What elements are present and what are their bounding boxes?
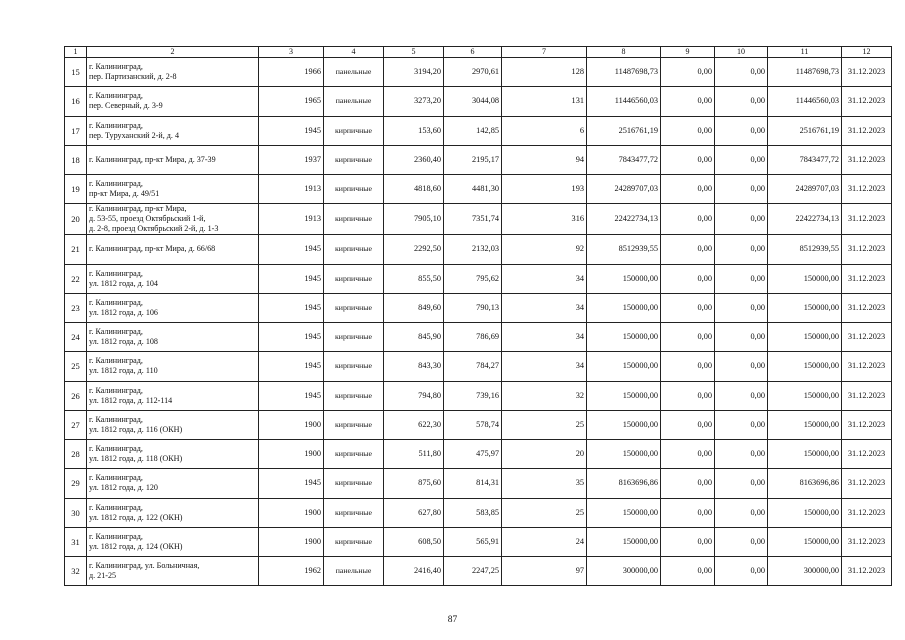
fund-cell: 0,00 [661, 527, 715, 556]
fund-cell: 0,00 [661, 235, 715, 264]
material-cell: кирпичные [324, 145, 384, 174]
fund-cell: 0,00 [661, 264, 715, 293]
address-cell: г. Калининград, ул. 1812 года, д. 104 [87, 264, 259, 293]
total-area-cell: 845,90 [384, 323, 444, 352]
address-cell: г. Калининград, пер. Партизанский, д. 2-8 [87, 58, 259, 87]
material-cell: панельные [324, 557, 384, 586]
cost-cell: 150000,00 [587, 381, 661, 410]
column-header: 11 [768, 47, 842, 58]
other-cell: 0,00 [715, 145, 768, 174]
residents-cell: 20 [502, 440, 587, 469]
total-cost-cell: 8163696,86 [768, 469, 842, 498]
data-table [64, 46, 892, 586]
residents-cell: 35 [502, 469, 587, 498]
cost-cell: 11446560,03 [587, 87, 661, 116]
residents-cell: 34 [502, 264, 587, 293]
total-area-cell: 2360,40 [384, 145, 444, 174]
living-area-cell: 142,85 [444, 116, 502, 145]
living-area-cell: 814,31 [444, 469, 502, 498]
address-cell: г. Калининград, пр-кт Мира, д. 37-39 [87, 145, 259, 174]
deadline-cell: 31.12.2023 [842, 557, 892, 586]
other-cell: 0,00 [715, 469, 768, 498]
column-header: 3 [259, 47, 324, 58]
other-cell: 0,00 [715, 175, 768, 204]
table-body [65, 58, 892, 586]
deadline-cell: 31.12.2023 [842, 469, 892, 498]
material-cell: кирпичные [324, 469, 384, 498]
other-cell: 0,00 [715, 323, 768, 352]
row-number: 21 [65, 235, 87, 264]
table-row [65, 352, 892, 381]
total-cost-cell: 2516761,19 [768, 116, 842, 145]
material-cell: панельные [324, 87, 384, 116]
total-area-cell: 843,30 [384, 352, 444, 381]
column-header: 5 [384, 47, 444, 58]
address-cell: г. Калининград, пер. Туруханский 2-й, д. 4 [87, 116, 259, 145]
other-cell: 0,00 [715, 381, 768, 410]
address-cell: г. Калининград, ул. 1812 года, д. 110 [87, 352, 259, 381]
address-cell: г. Калининград, пр-кт Мира, д. 49/51 [87, 175, 259, 204]
address-cell: г. Калининград, пер. Северный, д. 3-9 [87, 87, 259, 116]
residents-cell: 97 [502, 557, 587, 586]
material-cell: панельные [324, 58, 384, 87]
table-row [65, 264, 892, 293]
total-cost-cell: 150000,00 [768, 527, 842, 556]
total-cost-cell: 150000,00 [768, 264, 842, 293]
material-cell: кирпичные [324, 235, 384, 264]
deadline-cell: 31.12.2023 [842, 175, 892, 204]
table-row [65, 381, 892, 410]
year-cell: 1900 [259, 498, 324, 527]
residents-cell: 316 [502, 204, 587, 235]
table-row [65, 175, 892, 204]
total-area-cell: 7905,10 [384, 204, 444, 235]
row-number: 18 [65, 145, 87, 174]
table-row [65, 116, 892, 145]
deadline-cell: 31.12.2023 [842, 381, 892, 410]
table-row [65, 440, 892, 469]
living-area-cell: 790,13 [444, 293, 502, 322]
address-cell: г. Калининград, ул. 1812 года, д. 108 [87, 323, 259, 352]
residents-cell: 34 [502, 293, 587, 322]
row-number: 25 [65, 352, 87, 381]
fund-cell: 0,00 [661, 440, 715, 469]
table-row [65, 235, 892, 264]
deadline-cell: 31.12.2023 [842, 293, 892, 322]
residents-cell: 25 [502, 498, 587, 527]
cost-cell: 300000,00 [587, 557, 661, 586]
year-cell: 1913 [259, 204, 324, 235]
cost-cell: 22422734,13 [587, 204, 661, 235]
material-cell: кирпичные [324, 410, 384, 439]
residents-cell: 25 [502, 410, 587, 439]
deadline-cell: 31.12.2023 [842, 204, 892, 235]
other-cell: 0,00 [715, 116, 768, 145]
total-area-cell: 849,60 [384, 293, 444, 322]
total-cost-cell: 150000,00 [768, 440, 842, 469]
fund-cell: 0,00 [661, 87, 715, 116]
row-number: 16 [65, 87, 87, 116]
material-cell: кирпичные [324, 116, 384, 145]
page-number: 87 [447, 615, 458, 625]
address-cell: г. Калининград, ул. 1812 года, д. 118 (ОКН) [87, 440, 259, 469]
address-cell: г. Калининград, ул. 1812 года, д. 124 (ОКН) [87, 527, 259, 556]
total-cost-cell: 150000,00 [768, 498, 842, 527]
cost-cell: 150000,00 [587, 440, 661, 469]
material-cell: кирпичные [324, 352, 384, 381]
total-cost-cell: 24289707,03 [768, 175, 842, 204]
other-cell: 0,00 [715, 58, 768, 87]
other-cell: 0,00 [715, 352, 768, 381]
fund-cell: 0,00 [661, 204, 715, 235]
deadline-cell: 31.12.2023 [842, 235, 892, 264]
address-cell: г. Калининград, пр-кт Мира, д. 53-55, проезд Октябрьский 1-й, д. 2-8, проезд Октябрьский 2-й, д. 1-3 [87, 204, 259, 235]
total-cost-cell: 150000,00 [768, 293, 842, 322]
year-cell: 1945 [259, 116, 324, 145]
row-number: 31 [65, 527, 87, 556]
residents-cell: 131 [502, 87, 587, 116]
row-number: 17 [65, 116, 87, 145]
total-area-cell: 855,50 [384, 264, 444, 293]
row-number: 23 [65, 293, 87, 322]
deadline-cell: 31.12.2023 [842, 116, 892, 145]
year-cell: 1962 [259, 557, 324, 586]
row-number: 30 [65, 498, 87, 527]
row-number: 22 [65, 264, 87, 293]
fund-cell: 0,00 [661, 116, 715, 145]
fund-cell: 0,00 [661, 410, 715, 439]
living-area-cell: 583,85 [444, 498, 502, 527]
material-cell: кирпичные [324, 498, 384, 527]
cost-cell: 8163696,86 [587, 469, 661, 498]
residents-cell: 92 [502, 235, 587, 264]
living-area-cell: 2132,03 [444, 235, 502, 264]
address-cell: г. Калининград, ул. 1812 года, д. 106 [87, 293, 259, 322]
material-cell: кирпичные [324, 293, 384, 322]
year-cell: 1945 [259, 264, 324, 293]
other-cell: 0,00 [715, 204, 768, 235]
table-row [65, 498, 892, 527]
row-number: 32 [65, 557, 87, 586]
address-cell: г. Калининград, ул. 1812 года, д. 120 [87, 469, 259, 498]
total-cost-cell: 150000,00 [768, 352, 842, 381]
total-area-cell: 2292,50 [384, 235, 444, 264]
total-area-cell: 794,80 [384, 381, 444, 410]
table-row [65, 204, 892, 235]
living-area-cell: 739,16 [444, 381, 502, 410]
column-header: 12 [842, 47, 892, 58]
deadline-cell: 31.12.2023 [842, 87, 892, 116]
table-row [65, 527, 892, 556]
year-cell: 1945 [259, 469, 324, 498]
material-cell: кирпичные [324, 527, 384, 556]
total-area-cell: 153,60 [384, 116, 444, 145]
deadline-cell: 31.12.2023 [842, 323, 892, 352]
cost-cell: 2516761,19 [587, 116, 661, 145]
living-area-cell: 786,69 [444, 323, 502, 352]
living-area-cell: 7351,74 [444, 204, 502, 235]
cost-cell: 7843477,72 [587, 145, 661, 174]
material-cell: кирпичные [324, 204, 384, 235]
total-area-cell: 875,60 [384, 469, 444, 498]
total-cost-cell: 150000,00 [768, 381, 842, 410]
fund-cell: 0,00 [661, 352, 715, 381]
table-row [65, 469, 892, 498]
material-cell: кирпичные [324, 323, 384, 352]
total-cost-cell: 22422734,13 [768, 204, 842, 235]
material-cell: кирпичные [324, 175, 384, 204]
residents-cell: 32 [502, 381, 587, 410]
cost-cell: 150000,00 [587, 498, 661, 527]
row-number: 24 [65, 323, 87, 352]
residents-cell: 34 [502, 352, 587, 381]
column-header: 1 [65, 47, 87, 58]
address-cell: г. Калининград, ул. 1812 года, д. 116 (ОКН) [87, 410, 259, 439]
year-cell: 1937 [259, 145, 324, 174]
other-cell: 0,00 [715, 87, 768, 116]
table-row [65, 58, 892, 87]
total-area-cell: 3273,20 [384, 87, 444, 116]
other-cell: 0,00 [715, 264, 768, 293]
total-area-cell: 608,50 [384, 527, 444, 556]
material-cell: кирпичные [324, 440, 384, 469]
year-cell: 1945 [259, 352, 324, 381]
address-cell: г. Калининград, пр-кт Мира, д. 66/68 [87, 235, 259, 264]
year-cell: 1945 [259, 235, 324, 264]
total-cost-cell: 150000,00 [768, 323, 842, 352]
total-cost-cell: 8512939,55 [768, 235, 842, 264]
year-cell: 1900 [259, 440, 324, 469]
fund-cell: 0,00 [661, 58, 715, 87]
column-header: 9 [661, 47, 715, 58]
row-number: 26 [65, 381, 87, 410]
fund-cell: 0,00 [661, 498, 715, 527]
living-area-cell: 2970,61 [444, 58, 502, 87]
cost-cell: 150000,00 [587, 527, 661, 556]
deadline-cell: 31.12.2023 [842, 264, 892, 293]
deadline-cell: 31.12.2023 [842, 352, 892, 381]
residents-cell: 24 [502, 527, 587, 556]
table-header [65, 47, 892, 58]
living-area-cell: 2195,17 [444, 145, 502, 174]
column-header: 10 [715, 47, 768, 58]
residents-cell: 128 [502, 58, 587, 87]
fund-cell: 0,00 [661, 293, 715, 322]
living-area-cell: 2247,25 [444, 557, 502, 586]
total-cost-cell: 11446560,03 [768, 87, 842, 116]
row-number: 28 [65, 440, 87, 469]
table-row [65, 87, 892, 116]
table-row [65, 557, 892, 586]
year-cell: 1945 [259, 381, 324, 410]
living-area-cell: 4481,30 [444, 175, 502, 204]
year-cell: 1900 [259, 410, 324, 439]
total-cost-cell: 7843477,72 [768, 145, 842, 174]
fund-cell: 0,00 [661, 175, 715, 204]
other-cell: 0,00 [715, 557, 768, 586]
address-cell: г. Калининград, ул. 1812 года, д. 122 (ОКН) [87, 498, 259, 527]
cost-cell: 150000,00 [587, 410, 661, 439]
year-cell: 1945 [259, 323, 324, 352]
other-cell: 0,00 [715, 440, 768, 469]
deadline-cell: 31.12.2023 [842, 410, 892, 439]
residents-cell: 94 [502, 145, 587, 174]
deadline-cell: 31.12.2023 [842, 58, 892, 87]
table-row [65, 323, 892, 352]
deadline-cell: 31.12.2023 [842, 498, 892, 527]
other-cell: 0,00 [715, 293, 768, 322]
other-cell: 0,00 [715, 527, 768, 556]
header-row [65, 47, 892, 58]
deadline-cell: 31.12.2023 [842, 527, 892, 556]
year-cell: 1945 [259, 293, 324, 322]
fund-cell: 0,00 [661, 469, 715, 498]
material-cell: кирпичные [324, 264, 384, 293]
material-cell: кирпичные [324, 381, 384, 410]
table-row [65, 410, 892, 439]
total-cost-cell: 300000,00 [768, 557, 842, 586]
other-cell: 0,00 [715, 410, 768, 439]
fund-cell: 0,00 [661, 323, 715, 352]
living-area-cell: 475,97 [444, 440, 502, 469]
deadline-cell: 31.12.2023 [842, 440, 892, 469]
row-number: 29 [65, 469, 87, 498]
living-area-cell: 565,91 [444, 527, 502, 556]
table-row [65, 293, 892, 322]
total-area-cell: 622,30 [384, 410, 444, 439]
total-cost-cell: 11487698,73 [768, 58, 842, 87]
row-number: 20 [65, 204, 87, 235]
year-cell: 1965 [259, 87, 324, 116]
other-cell: 0,00 [715, 235, 768, 264]
address-cell: г. Калининград, ул. Больничная, д. 21-25 [87, 557, 259, 586]
year-cell: 1900 [259, 527, 324, 556]
address-cell: г. Калининград, ул. 1812 года, д. 112-114 [87, 381, 259, 410]
residents-cell: 193 [502, 175, 587, 204]
residents-cell: 6 [502, 116, 587, 145]
column-header: 2 [87, 47, 259, 58]
living-area-cell: 784,27 [444, 352, 502, 381]
cost-cell: 8512939,55 [587, 235, 661, 264]
row-number: 15 [65, 58, 87, 87]
total-cost-cell: 150000,00 [768, 410, 842, 439]
row-number: 27 [65, 410, 87, 439]
residents-cell: 34 [502, 323, 587, 352]
total-area-cell: 3194,20 [384, 58, 444, 87]
total-area-cell: 2416,40 [384, 557, 444, 586]
row-number: 19 [65, 175, 87, 204]
year-cell: 1913 [259, 175, 324, 204]
cost-cell: 150000,00 [587, 352, 661, 381]
cost-cell: 24289707,03 [587, 175, 661, 204]
column-header: 6 [444, 47, 502, 58]
total-area-cell: 511,80 [384, 440, 444, 469]
living-area-cell: 578,74 [444, 410, 502, 439]
total-area-cell: 627,80 [384, 498, 444, 527]
cost-cell: 150000,00 [587, 323, 661, 352]
fund-cell: 0,00 [661, 557, 715, 586]
cost-cell: 11487698,73 [587, 58, 661, 87]
deadline-cell: 31.12.2023 [842, 145, 892, 174]
other-cell: 0,00 [715, 498, 768, 527]
living-area-cell: 3044,08 [444, 87, 502, 116]
column-header: 4 [324, 47, 384, 58]
cost-cell: 150000,00 [587, 264, 661, 293]
living-area-cell: 795,62 [444, 264, 502, 293]
total-area-cell: 4818,60 [384, 175, 444, 204]
column-header: 7 [502, 47, 587, 58]
cost-cell: 150000,00 [587, 293, 661, 322]
column-header: 8 [587, 47, 661, 58]
table-row [65, 145, 892, 174]
fund-cell: 0,00 [661, 381, 715, 410]
year-cell: 1966 [259, 58, 324, 87]
fund-cell: 0,00 [661, 145, 715, 174]
